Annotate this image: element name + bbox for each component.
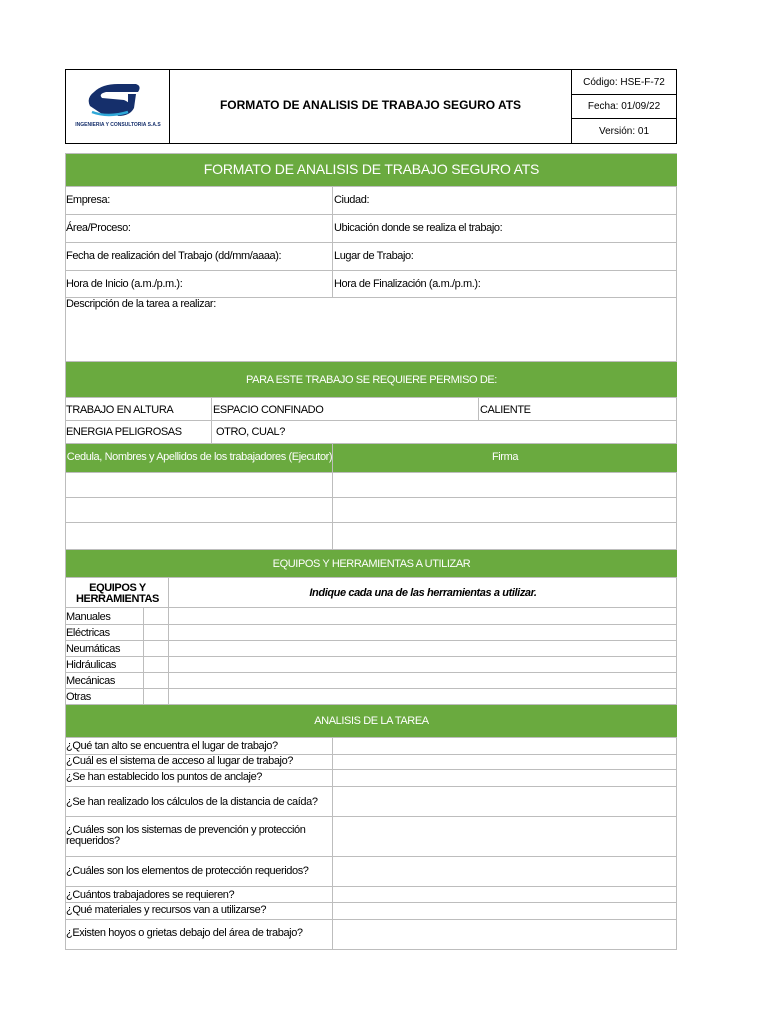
q2-label: ¿Cuál es el sistema de acceso al lugar de trabajo? (66, 755, 294, 767)
q5-label-line2: requeridos? (66, 835, 120, 847)
equipo-detail-neumaticas[interactable] (169, 641, 677, 657)
equipo-label-electricas: Eléctricas (66, 627, 110, 639)
trabajador-row-2[interactable] (66, 498, 333, 523)
q5-label-line1: ¿Cuáles son los sistemas de prevención y protección (66, 824, 306, 836)
equipos-col-label-2: HERRAMIENTAS (76, 593, 159, 605)
descripcion-label: Descripción de la tarea a realizar: (66, 298, 216, 310)
q1-answer[interactable] (333, 738, 677, 755)
caliente-label: CALIENTE (480, 404, 531, 416)
analisis-title: ANALISIS DE LA TAREA (314, 715, 429, 727)
firma-row-2[interactable] (333, 498, 677, 523)
equipo-label-mecanicas: Mecánicas (66, 675, 115, 687)
q2-answer[interactable] (333, 755, 677, 770)
q8-label: ¿Qué materiales y recursos van a utilizarse? (66, 904, 267, 916)
q9-answer[interactable] (333, 920, 677, 950)
equipo-label-otras: Otras (66, 691, 91, 703)
q1-label: ¿Qué tan alto se encuentra el lugar de trabajo? (66, 740, 278, 752)
ciudad-label: Ciudad: (334, 194, 370, 206)
ubicacion-label: Ubicación donde se realiza el trabajo: (334, 222, 503, 234)
equipo-label-manuales: Manuales (66, 611, 111, 623)
equipo-check-otras[interactable] (144, 689, 169, 705)
q6-answer[interactable] (333, 857, 677, 887)
q3-answer[interactable] (333, 770, 677, 787)
trabajador-row-3[interactable] (66, 523, 333, 550)
permiso-title: PARA ESTE TRABAJO SE REQUIERE PERMISO DE: (246, 374, 497, 386)
lugar-label: Lugar de Trabajo: (334, 250, 414, 262)
version-label: Versión: 01 (598, 126, 650, 137)
q4-answer[interactable] (333, 787, 677, 817)
equipo-check-neumaticas[interactable] (144, 641, 169, 657)
otro-label: OTRO, CUAL? (216, 426, 285, 438)
equipo-check-manuales[interactable] (144, 608, 169, 625)
equipo-detail-electricas[interactable] (169, 625, 677, 641)
empresa-label: Empresa: (66, 194, 110, 206)
equipo-check-mecanicas[interactable] (144, 673, 169, 689)
codigo-label: Código: HSE-F-72 (583, 77, 665, 88)
q4-label: ¿Se han realizado los cálculos de la distancia de caída? (66, 796, 318, 808)
confinado-label: ESPACIO CONFINADO (213, 404, 324, 416)
trabajadores-header-label: Cedula, Nombres y Apellidos de los trabajadores (Ejecutor) (66, 451, 333, 463)
q8-answer[interactable] (333, 903, 677, 920)
ciudad-field[interactable] (333, 187, 677, 215)
equipo-detail-mecanicas[interactable] (169, 673, 677, 689)
equipos-instruction: Indique cada una de las herramientas a utilizar. (309, 587, 537, 599)
energia-label: ENERGIA PELIGROSAS (66, 426, 182, 438)
hora-inicio-label: Hora de Inicio (a.m./p.m.): (66, 278, 183, 290)
q6-label: ¿Cuáles son los elementos de protección requeridos? (66, 865, 309, 877)
fecha-label: Fecha: 01/09/22 (587, 101, 661, 112)
trabajador-row-1[interactable] (66, 473, 333, 498)
q7-label: ¿Cuántos trabajadores se requieren? (66, 889, 235, 901)
firma-row-3[interactable] (333, 523, 677, 550)
equipos-title: EQUIPOS Y HERRAMIENTAS A UTILIZAR (272, 558, 471, 570)
area-label: Área/Proceso: (66, 222, 131, 234)
fecha-realizacion-label: Fecha de realización del Trabajo (dd/mm/aaaa): (66, 250, 282, 262)
hora-fin-label: Hora de Finalización (a.m./p.m.): (334, 278, 481, 290)
q5-answer[interactable] (333, 817, 677, 857)
q7-answer[interactable] (333, 887, 677, 903)
equipo-check-hidraulicas[interactable] (144, 657, 169, 673)
altura-label: TRABAJO EN ALTURA (66, 404, 174, 416)
equipo-check-electricas[interactable] (144, 625, 169, 641)
equipos-col-label-1: EQUIPOS Y (89, 582, 146, 594)
q9-label: ¿Existen hoyos o grietas debajo del área de trabajo? (66, 927, 303, 939)
q3-label: ¿Se han establecido los puntos de anclaje? (66, 771, 263, 783)
company-logo (84, 78, 142, 118)
firma-header-label: Firma (491, 451, 519, 463)
equipo-detail-hidraulicas[interactable] (169, 657, 677, 673)
header-title: FORMATO DE ANALISIS DE TRABAJO SEGURO ATS (219, 98, 522, 112)
equipo-label-hidraulicas: Hidráulicas (66, 659, 117, 671)
logo-caption: INGENIERIA Y CONSULTORIA S.A.S (75, 122, 161, 128)
form-title: FORMATO DE ANALISIS DE TRABAJO SEGURO ATS (203, 161, 540, 177)
equipo-label-neumaticas: Neumáticas (66, 643, 121, 655)
equipo-detail-otras[interactable] (169, 689, 677, 705)
equipo-detail-manuales[interactable] (169, 608, 677, 625)
firma-row-1[interactable] (333, 473, 677, 498)
